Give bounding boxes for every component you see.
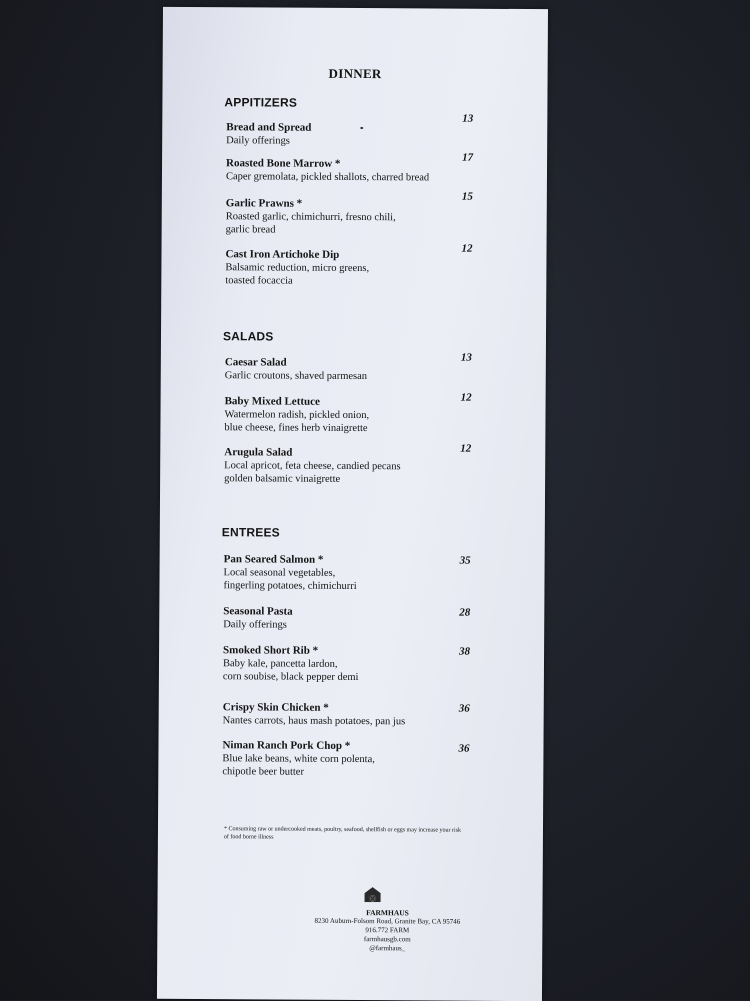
item-name: Seasonal Pasta bbox=[223, 605, 293, 618]
menu-item-bread-and-spread bbox=[226, 121, 496, 149]
item-name: Caesar Salad bbox=[224, 356, 287, 369]
item-name: Cast Iron Artichoke Dip bbox=[225, 248, 340, 261]
item-description: Daily offerings bbox=[226, 135, 290, 147]
menu-title: DINNER bbox=[328, 65, 382, 82]
item-description: Local apricot, feta cheese, candied pecans golden balsamic vinaigrette bbox=[224, 460, 401, 485]
restaurant-name: FARMHAUS bbox=[366, 908, 409, 918]
item-name: Crispy Skin Chicken * bbox=[222, 701, 329, 714]
restaurant-phone: 916.772 FARM bbox=[365, 926, 410, 935]
menu-item-arugula-salad bbox=[224, 446, 494, 487]
restaurant-footer bbox=[287, 908, 487, 954]
section-heading-entrees: ENTREES bbox=[221, 525, 280, 540]
menu-item-caesar-salad bbox=[225, 356, 495, 384]
health-disclaimer: * Consuming raw or undercooked meats, poultry, seafood, shellfish or eggs may increase your risk of food borne illness bbox=[223, 826, 462, 841]
section-heading-salads: SALADS bbox=[222, 329, 274, 344]
menu-item-pan-seared-salmon bbox=[223, 553, 493, 594]
item-price: 13 bbox=[460, 351, 472, 364]
item-name: Garlic Prawns * bbox=[225, 197, 303, 210]
item-name: Baby Mixed Lettuce bbox=[224, 395, 320, 408]
item-price: 12 bbox=[460, 442, 472, 455]
restaurant-social: @farmhaus_ bbox=[369, 944, 406, 953]
menu-item-niman-ranch-pork-chop bbox=[222, 739, 492, 780]
item-price: 12 bbox=[460, 391, 472, 404]
item-name: Arugula Salad bbox=[224, 446, 293, 459]
menu-item-smoked-short-rib bbox=[223, 644, 493, 685]
item-price: 36 bbox=[458, 742, 470, 755]
item-price: 15 bbox=[461, 190, 473, 203]
menu-item-baby-mixed-lettuce bbox=[224, 395, 494, 436]
item-price: 12 bbox=[461, 242, 473, 255]
item-price: 17 bbox=[462, 151, 474, 164]
item-description: Daily offerings bbox=[223, 619, 287, 631]
item-name: Pan Seared Salmon * bbox=[223, 553, 324, 566]
item-description: Local seasonal vegetables, fingerling potatoes, chimichurri bbox=[223, 567, 357, 593]
item-description: Baby kale, pancetta lardon, corn soubise, black pepper demi bbox=[222, 658, 359, 684]
item-name: Bread and Spread bbox=[226, 121, 312, 134]
item-description: Nantes carrots, haus mash potatoes, pan jus bbox=[222, 715, 406, 728]
restaurant-address: 8230 Auburn-Folsom Road, Granite Bay, CA 95746 bbox=[314, 916, 461, 926]
item-description: Garlic croutons, shaved parmesan bbox=[224, 370, 368, 383]
item-description: Balsamic reduction, micro greens, toasted focaccia bbox=[225, 262, 370, 287]
item-description: Roasted garlic, chimichurri, fresno chili, garlic bread bbox=[225, 211, 396, 236]
restaurant-website: farmhausgb.com bbox=[363, 935, 411, 944]
item-description: Watermelon radish, pickled onion, blue cheese, fines herb vinaigrette bbox=[224, 409, 370, 435]
menu-item-roasted-bone-marrow bbox=[226, 157, 496, 185]
item-price: 35 bbox=[459, 554, 471, 567]
item-price: 28 bbox=[459, 606, 471, 619]
menu-paper bbox=[157, 7, 548, 1001]
barn-logo-icon bbox=[364, 886, 382, 902]
item-name: Roasted Bone Marrow * bbox=[226, 157, 341, 170]
item-description: Blue lake beans, white corn polenta, chipotle beer butter bbox=[222, 753, 375, 778]
item-name: Smoked Short Rib * bbox=[223, 644, 319, 657]
menu-item-crispy-skin-chicken bbox=[223, 701, 493, 729]
item-price: 36 bbox=[458, 702, 470, 715]
item-name: Niman Ranch Pork Chop * bbox=[222, 739, 351, 752]
menu-item-seasonal-pasta bbox=[223, 605, 493, 633]
section-heading-appetizers: APPITIZERS bbox=[224, 95, 298, 110]
menu-item-cast-iron-artichoke-dip bbox=[225, 248, 495, 289]
item-price: 38 bbox=[459, 645, 471, 658]
item-description: Caper gremolata, pickled shallots, charred bread bbox=[225, 171, 430, 184]
menu-item-garlic-prawns bbox=[226, 197, 496, 238]
item-price: 13 bbox=[462, 112, 474, 125]
